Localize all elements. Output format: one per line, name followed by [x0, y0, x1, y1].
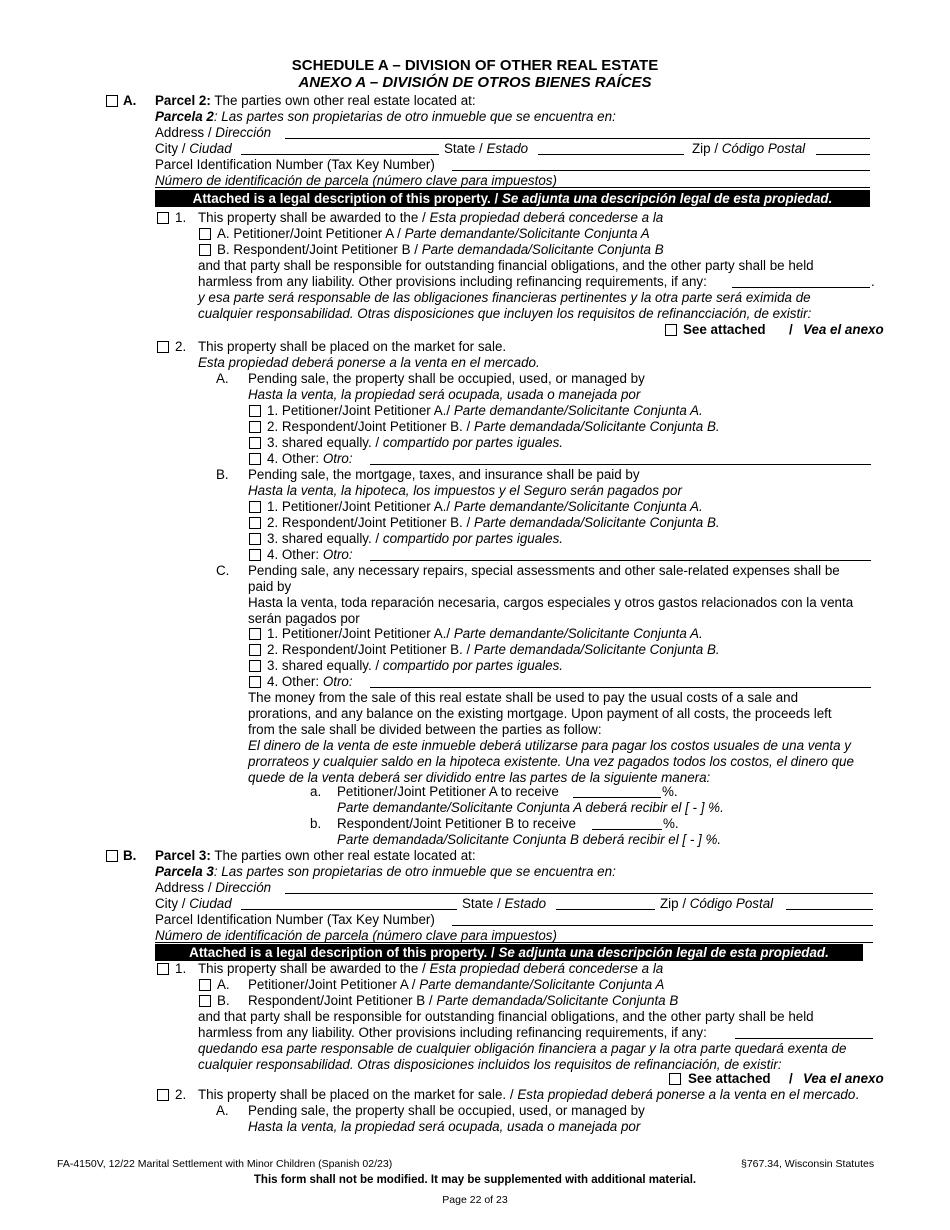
occupied-option-1-label: 1. Petitioner/Joint Petitioner A./ Parte demandante/Solicitante Conjunta A. — [267, 403, 703, 418]
parcel2-award-b-label: B. Respondent/Joint Petitioner B / Parte demandada/Solicitante Conjunta B — [217, 242, 664, 257]
parcel2-see-attached-checkbox[interactable] — [665, 324, 677, 336]
parcel3-sale-checkbox[interactable] — [157, 1089, 169, 1101]
share-b-percent-field[interactable] — [592, 829, 662, 830]
mortgage-option-4-label: 4. Other: Otro: — [267, 547, 353, 562]
parcel3-heading: Parcel 3: The parties own other real estate located at: — [155, 848, 476, 863]
share-a-text-es: Parte demandante/Solicitante Conjunta A deberá recibir el [ - ] %. — [337, 800, 724, 815]
money-text-es: quede de la venta deberá ser dividido entre las partes de la siguiente manera: — [248, 770, 711, 785]
repairs-option-4-label: 4. Other: Otro: — [267, 674, 353, 689]
subsection-b-text-es: Hasta la venta, la hipoteca, los impuestos y el Seguro serán pagados por — [248, 483, 682, 498]
subsection-c-text-es: serán pagados por — [248, 611, 360, 626]
money-text-es: prorrateos y cualquier saldo en la hipoteca existente. Una vez pagados todos los costos, el dinero que — [248, 754, 854, 769]
parcel3-provisions-field[interactable] — [735, 1038, 873, 1039]
subsection-b-text: Pending sale, the mortgage, taxes, and insurance shall be paid by — [248, 467, 640, 482]
statute-ref: §767.34, Wisconsin Statutes — [741, 1158, 875, 1170]
money-text: The money from the sale of this real estate shall be used to pay the usual costs of a sale and — [248, 690, 799, 705]
form-id: FA-4150V, 12/22 Marital Settlement with Minor Children (Spanish 02/23) — [57, 1158, 393, 1170]
percent-sign: %. — [663, 816, 679, 831]
share-a-letter: a. — [310, 784, 322, 799]
money-text: prorations, and any balance on the existing mortgage. Upon payment of all costs, the proceeds left — [248, 706, 832, 721]
address-label: Address / Dirección — [155, 125, 272, 140]
period: . — [871, 274, 875, 289]
divider — [155, 942, 873, 943]
repairs-option-2-checkbox[interactable] — [249, 644, 261, 656]
share-a-text: Petitioner/Joint Petitioner A to receive — [337, 784, 559, 799]
mortgage-option-1-label: 1. Petitioner/Joint Petitioner A./ Parte demandante/Solicitante Conjunta A. — [267, 499, 703, 514]
subsection-a-text-es: Hasta la venta, la propiedad será ocupada, usada o manejada por — [248, 387, 641, 402]
share-b-letter: b. — [310, 816, 322, 831]
parcel3-resp-text: and that party shall be responsible for outstanding financial obligations, and the other party shall be held — [198, 1009, 814, 1024]
mortgage-other-field[interactable] — [370, 560, 871, 561]
parcel3-subsection-a-text: Pending sale, the property shall be occupied, used, or managed by — [248, 1103, 645, 1118]
slash: / — [789, 322, 793, 337]
parcel2-sale-num: 2. — [175, 339, 187, 354]
zip-field[interactable] — [816, 154, 870, 155]
pin-field[interactable] — [452, 925, 873, 926]
parcel2-resp-text: and that party shall be responsible for outstanding financial obligations, and the other party shall be held — [198, 258, 814, 273]
share-b-text: Respondent/Joint Petitioner B to receive — [337, 816, 576, 831]
subsection-b-letter: B. — [216, 467, 229, 482]
mortgage-option-4-checkbox[interactable] — [249, 549, 261, 561]
state-field[interactable] — [538, 154, 684, 155]
parcel2-award-a-checkbox[interactable] — [199, 228, 211, 240]
parcel3-award-b-letter: B. — [217, 993, 230, 1008]
mortgage-option-2-checkbox[interactable] — [249, 517, 261, 529]
parcel3-award-a-checkbox[interactable] — [199, 979, 211, 991]
parcel3-award-text: This property shall be awarded to the / Esta propiedad deberá concederse a la — [198, 961, 664, 976]
zip-field[interactable] — [786, 909, 873, 910]
see-attached-label: See attached — [688, 1071, 771, 1086]
repairs-option-3-checkbox[interactable] — [249, 660, 261, 672]
occupied-option-3-checkbox[interactable] — [249, 437, 261, 449]
parcel2-sale-text: This property shall be placed on the market for sale. — [198, 339, 507, 354]
section-b-letter: B. — [123, 848, 137, 863]
mortgage-option-3-checkbox[interactable] — [249, 533, 261, 545]
page-number: Page 22 of 23 — [442, 1194, 508, 1206]
occupied-option-4-label: 4. Other: Otro: — [267, 451, 353, 466]
state-label: State / Estado — [462, 896, 547, 911]
divider — [155, 187, 870, 188]
repairs-option-3-label: 3. shared equally. / compartido por partes iguales. — [267, 658, 564, 673]
section-b-checkbox[interactable] — [106, 850, 118, 862]
slash: / — [789, 1071, 793, 1086]
parcel3-see-attached-checkbox[interactable] — [669, 1073, 681, 1085]
share-b-text-es: Parte demandada/Solicitante Conjunta B deberá recibir el [ - ] %. — [337, 832, 722, 847]
parcel3-heading-es: Parcela 3: Las partes son propietarias de otro inmueble que se encuentra en: — [155, 864, 616, 879]
pin-field[interactable] — [452, 170, 870, 171]
parcel3-award-num: 1. — [175, 961, 187, 976]
section-a-checkbox[interactable] — [106, 95, 118, 107]
vea-anexo-label: Vea el anexo — [803, 322, 884, 337]
parcel2-award-text: This property shall be awarded to the / Esta propiedad deberá concederse a la — [198, 210, 664, 225]
occupied-option-3-label: 3. shared equally. / compartido por partes iguales. — [267, 435, 564, 450]
subsection-a-letter: A. — [216, 371, 229, 386]
parcel3-subsection-a-text-es: Hasta la venta, la propiedad será ocupada, usada o manejada por — [248, 1119, 641, 1134]
parcel2-resp-text-es: y esa parte será responsable de las obligaciones financieras pertinentes y la otra parte será eximida de — [198, 290, 811, 305]
subsection-c-letter: C. — [216, 563, 230, 578]
occupied-option-2-checkbox[interactable] — [249, 421, 261, 433]
repairs-option-1-checkbox[interactable] — [249, 628, 261, 640]
city-field[interactable] — [241, 909, 457, 910]
subsection-c-text-es: Hasta la venta, toda reparación necesaria, cargos especiales y otros gastos relacionados con la venta — [248, 595, 854, 610]
address-field[interactable] — [285, 138, 870, 139]
occupied-option-4-checkbox[interactable] — [249, 453, 261, 465]
subsection-c-text: paid by — [248, 579, 292, 594]
parcel2-heading-es: Parcela 2: Las partes son propietarias de otro inmueble que se encuentra en: — [155, 109, 616, 124]
money-text-es: El dinero de la venta de este inmueble deberá utilizarse para pagar los costos usuales de una venta y — [248, 738, 851, 753]
share-a-percent-field[interactable] — [573, 797, 661, 798]
mortgage-option-2-label: 2. Respondent/Joint Petitioner B. / Parte demandada/Solicitante Conjunta B. — [267, 515, 720, 530]
repairs-other-field[interactable] — [370, 687, 871, 688]
percent-sign: %. — [662, 784, 678, 799]
city-label: City / Ciudad — [155, 141, 232, 156]
parcel3-resp-text-es: cualquier responsabilidad. Otras disposiciones incluidos los requisitos de refinanciación, de existir: — [198, 1057, 782, 1072]
subsection-a-text: Pending sale, the property shall be occupied, used, or managed by — [248, 371, 645, 386]
no-modify-notice: This form shall not be modified. It may be supplemented with additional material. — [253, 1174, 697, 1186]
legal-description-bar: Attached is a legal description of this property. / Se adjunta una descripción legal de esta propiedad. — [155, 944, 863, 961]
parcel2-award-b-checkbox[interactable] — [199, 244, 211, 256]
parcel3-resp-text-es: quedando esa parte responsable de cualquier obligación financiera a pagar y la otra parte quedará exenta de — [198, 1041, 847, 1056]
occupied-option-2-label: 2. Respondent/Joint Petitioner B. / Parte demandada/Solicitante Conjunta B. — [267, 419, 720, 434]
city-label: City / Ciudad — [155, 896, 232, 911]
parcel3-resp-text: harmless from any liability. Other provisions including refinancing requirements, if any: — [198, 1025, 707, 1040]
parcel3-sale-text: This property shall be placed on the market for sale. / Esta propiedad deberá ponerse a la venta en el mercado. — [198, 1087, 860, 1102]
parcel2-resp-text: harmless from any liability. Other provisions including refinancing requirements, if any: — [198, 274, 707, 289]
subsection-c-text: Pending sale, any necessary repairs, special assessments and other sale-related expenses shall be — [248, 563, 840, 578]
parcel3-award-checkbox[interactable] — [157, 963, 169, 975]
parcel3-award-a-label: Petitioner/Joint Petitioner A / Parte demandante/Solicitante Conjunta A — [248, 977, 665, 992]
parcel3-sale-num: 2. — [175, 1087, 187, 1102]
parcel3-award-b-label: Respondent/Joint Petitioner B / Parte demandada/Solicitante Conjunta B — [248, 993, 679, 1008]
parcel2-award-num: 1. — [175, 210, 187, 225]
parcel2-sale-checkbox[interactable] — [157, 341, 169, 353]
parcel3-subsection-a-letter: A. — [216, 1103, 229, 1118]
zip-label: Zip / Código Postal — [660, 896, 774, 911]
parcel2-heading: Parcel 2: The parties own other real estate located at: — [155, 93, 476, 108]
pin-label-es: Número de identificación de parcela (número clave para impuestos) — [155, 173, 557, 188]
parcel2-award-checkbox[interactable] — [157, 212, 169, 224]
occupied-other-field[interactable] — [370, 464, 871, 465]
parcel3-award-a-letter: A. — [217, 977, 230, 992]
money-text: from the sale shall be divided between the parties as follow: — [248, 722, 602, 737]
see-attached-label: See attached — [683, 322, 766, 337]
page-title: SCHEDULE A – DIVISION OF OTHER REAL ESTATE — [291, 57, 659, 74]
page-title-spanish: ANEXO A – DIVISIÓN DE OTROS BIENES RAÍCES — [298, 74, 652, 91]
parcel2-resp-text-es: cualquier responsabilidad. Otras disposiciones que incluyen los requisitos de refinancciación, de existir: — [198, 306, 812, 321]
parcel2-award-a-label: A. Petitioner/Joint Petitioner A / Parte demandante/Solicitante Conjunta A — [217, 226, 650, 241]
repairs-option-1-label: 1. Petitioner/Joint Petitioner A./ Parte demandante/Solicitante Conjunta A. — [267, 626, 703, 641]
address-label: Address / Dirección — [155, 880, 272, 895]
parcel3-award-b-checkbox[interactable] — [199, 995, 211, 1007]
city-field[interactable] — [241, 154, 439, 155]
pin-label: Parcel Identification Number (Tax Key Number) — [155, 912, 435, 927]
parcel2-sale-text-es: Esta propiedad deberá ponerse a la venta en el mercado. — [198, 355, 540, 370]
address-field[interactable] — [285, 893, 873, 894]
section-a-letter: A. — [123, 93, 137, 108]
repairs-option-2-label: 2. Respondent/Joint Petitioner B. / Parte demandada/Solicitante Conjunta B. — [267, 642, 720, 657]
pin-label-es: Número de identificación de parcela (número clave para impuestos) — [155, 928, 557, 943]
state-field[interactable] — [556, 909, 655, 910]
occupied-option-1-checkbox[interactable] — [249, 405, 261, 417]
zip-label: Zip / Código Postal — [692, 141, 806, 156]
legal-description-bar: Attached is a legal description of this property. / Se adjunta una descripción legal de esta propiedad. — [155, 190, 870, 207]
mortgage-option-3-label: 3. shared equally. / compartido por partes iguales. — [267, 531, 564, 546]
mortgage-option-1-checkbox[interactable] — [249, 501, 261, 513]
repairs-option-4-checkbox[interactable] — [249, 676, 261, 688]
state-label: State / Estado — [444, 141, 529, 156]
vea-anexo-label: Vea el anexo — [803, 1071, 884, 1086]
pin-label: Parcel Identification Number (Tax Key Number) — [155, 157, 435, 172]
parcel2-provisions-field[interactable] — [732, 287, 870, 288]
